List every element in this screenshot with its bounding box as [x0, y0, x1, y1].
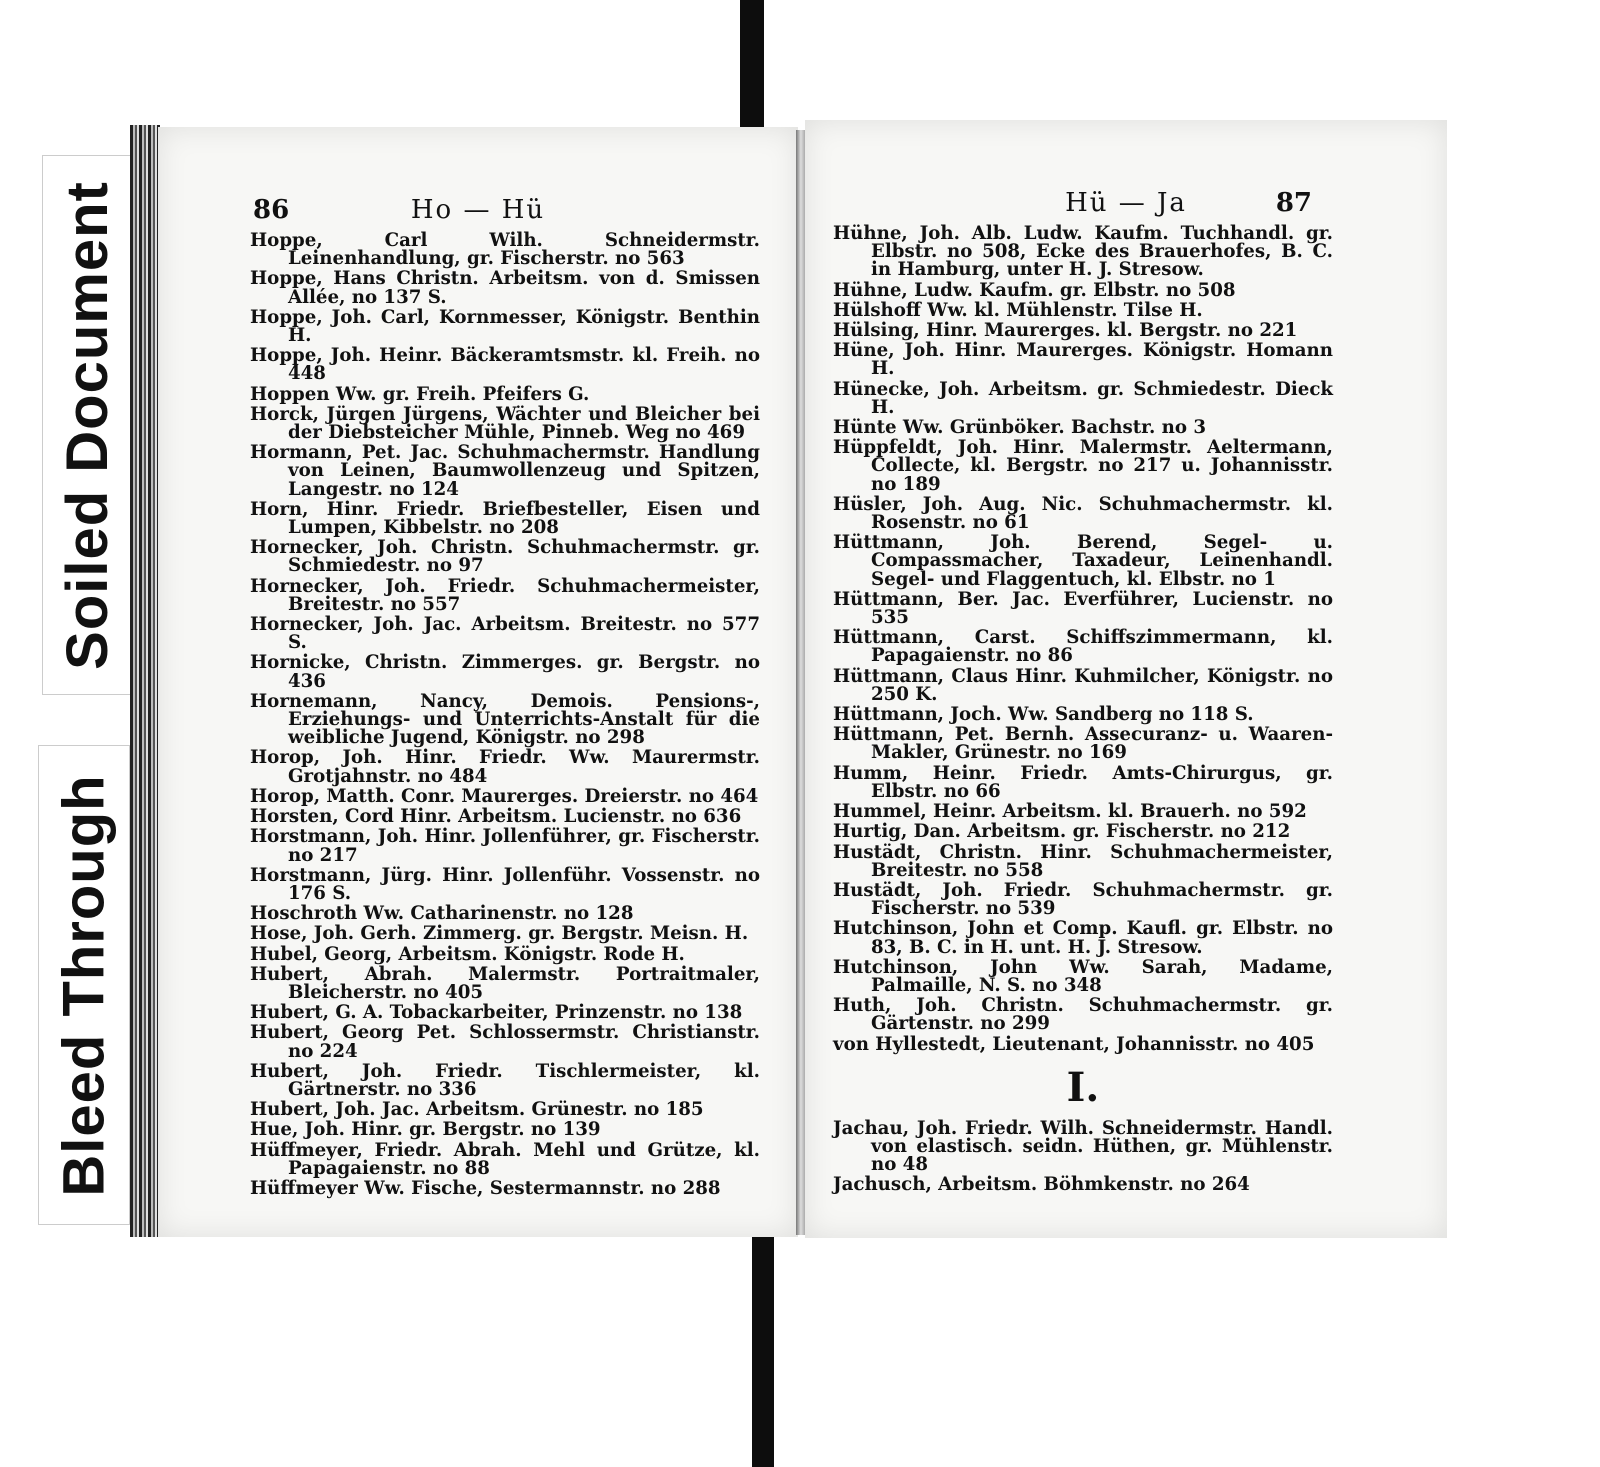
- section-letter: I.: [1066, 1063, 1100, 1111]
- left-page-running-head: Ho — Hü: [410, 195, 546, 225]
- right-page-running-head: Hü — Ja: [1065, 188, 1187, 218]
- directory-entry: Hülsing, Hinr. Maurerges. kl. Bergstr. no 221: [833, 320, 1298, 342]
- directory-entry: Hue, Joh. Hinr. gr. Bergstr. no 139: [250, 1119, 601, 1141]
- directory-entry: Hornicke, Christn. Zimmerges. gr. Bergstr. no 436: [250, 652, 760, 692]
- directory-entry: Hustädt, Christn. Hinr. Schuhmachermeister, Breitestr. no 558: [833, 841, 1333, 881]
- right-page: [805, 120, 1447, 1238]
- directory-entry: Hüttmann, Joh. Berend, Segel- u. Compassmacher, Taxadeur, Leinenhandl. Segel- und Flaggentuch, kl. Elbstr. no 1: [833, 532, 1333, 590]
- directory-entry: Horstmann, Joh. Hinr. Jollenführer, gr. Fischerstr. no 217: [250, 826, 760, 866]
- right-page-header: [805, 188, 1447, 228]
- directory-entry: Hühne, Ludw. Kaufm. gr. Elbstr. no 508: [833, 279, 1236, 301]
- directory-entry: Hoppe, Joh. Carl, Kornmesser, Königstr. Benthin H.: [250, 306, 760, 347]
- directory-entry: Horstmann, Jürg. Hinr. Jollenführ. Vossenstr. no 176 S.: [250, 864, 760, 904]
- directory-entry: Hubert, Georg Pet. Schlossermstr. Christianstr. no 224: [250, 1022, 760, 1062]
- directory-entry: Humm, Heinr. Friedr. Amts-Chirurgus, gr. Elbstr. no 66: [833, 762, 1333, 802]
- directory-entry: Hüne, Joh. Hinr. Maurerges. Königstr. Homann H.: [833, 340, 1333, 380]
- directory-entry: Horop, Matth. Conr. Maurerges. Dreierstr. no 464: [250, 785, 759, 807]
- scanner-background-bottom: [752, 1230, 774, 1467]
- directory-entry: Hoppen Ww. gr. Freih. Pfeifers G.: [250, 383, 590, 405]
- directory-entry: Horsten, Cord Hinr. Arbeitsm. Lucienstr. no 636: [250, 806, 742, 828]
- directory-entry: Hüttmann, Carst. Schiffszimmermann, kl. Papagaienstr. no 86: [833, 627, 1333, 667]
- directory-entry: Horn, Hinr. Friedr. Briefbesteller, Eisen und Lumpen, Kibbelstr. no 208: [250, 498, 760, 539]
- scanner-background-top: [740, 0, 764, 135]
- directory-entry: Hüffmeyer, Friedr. Abrah. Mehl und Grütze, kl. Papagaienstr. no 88: [250, 1139, 760, 1179]
- directory-entry: Hutchinson, John Ww. Sarah, Madame, Palmaille, N. S. no 348: [833, 956, 1333, 996]
- directory-entry: Hüttmann, Ber. Jac. Everführer, Lucienstr. no 535: [833, 588, 1333, 629]
- directory-entry: Jachau, Joh. Friedr. Wilh. Schneidermstr. Handl. von elastisch. seidn. Hüthen, gr. Mühlenstr. no 48: [833, 1117, 1333, 1176]
- directory-entry: Hühne, Joh. Alb. Ludw. Kaufm. Tuchhandl. gr. Elbstr. no 508, Ecke des Brauerhofes, B. C. in Hamburg, unter H. J. Stresow.: [833, 223, 1333, 281]
- directory-entry: Hüppfeldt, Joh. Hinr. Malermstr. Aeltermann, Collecte, kl. Bergstr. no 217 u. Johannisstr. no 189: [833, 437, 1333, 495]
- directory-entry: Hubert, Joh. Friedr. Tischlermeister, kl. Gärtnerstr. no 336: [250, 1060, 760, 1100]
- directory-entry: Hubert, Abrah. Malermstr. Portraitmaler, Bleicherstr. no 405: [250, 963, 760, 1003]
- book-page-edges: [130, 125, 160, 1237]
- directory-entry: Hormann, Pet. Jac. Schuhmachermstr. Handlung von Leinen, Baumwollenzeug und Spitzen, Langestr. no 124: [250, 442, 760, 500]
- right-page-entries: [833, 225, 1333, 1197]
- directory-entry: Hustädt, Joh. Friedr. Schuhmachermstr. gr. Fischerstr. no 539: [833, 879, 1333, 920]
- directory-entry: Hornecker, Joh. Friedr. Schuhmachermeister, Breitestr. no 557: [250, 575, 760, 615]
- right-page-main-entries: [833, 225, 1333, 1054]
- left-page: [158, 127, 798, 1237]
- bleed-through-label-text: Bleed Through: [51, 773, 117, 1197]
- directory-entry: Horop, Joh. Hinr. Friedr. Ww. Maurermstr. Grotjahnstr. no 484: [250, 747, 760, 787]
- directory-entry: Hoppe, Joh. Heinr. Bäckeramtsmstr. kl. Freih. no 448: [250, 345, 760, 385]
- directory-entry: Hoppe, Hans Christn. Arbeitsm. von d. Smissen Allée, no 137 S.: [250, 268, 760, 308]
- left-page-number: 86: [253, 195, 290, 225]
- directory-entry: Horck, Jürgen Jürgens, Wächter und Bleicher bei der Diebsteicher Mühle, Pinneb. Weg no 469: [250, 403, 760, 444]
- left-page-entries: [250, 232, 760, 1200]
- directory-entry: Hutchinson, John et Comp. Kaufl. gr. Elbstr. no 83, B. C. in H. unt. H. J. Stresow.: [833, 918, 1333, 958]
- directory-entry: Hüttmann, Pet. Bernh. Assecuranz- u. Waaren-Makler, Grünestr. no 169: [833, 724, 1333, 764]
- directory-entry: Hubel, Georg, Arbeitsm. Königstr. Rode H.: [250, 943, 685, 965]
- directory-entry: Hurtig, Dan. Arbeitsm. gr. Fischerstr. no 212: [833, 821, 1291, 843]
- directory-entry: Hüttmann, Claus Hinr. Kuhmilcher, Königstr. no 250 K.: [833, 665, 1333, 705]
- soiled-document-label-text: Soiled Document: [54, 180, 120, 670]
- directory-entry: Hummel, Heinr. Arbeitsm. kl. Brauerh. no 592: [833, 801, 1307, 823]
- directory-entry: Huth, Joh. Christn. Schuhmachermstr. gr. Gärtenstr. no 299: [833, 995, 1333, 1035]
- directory-entry: Hose, Joh. Gerh. Zimmerg. gr. Bergstr. Meisn. H.: [250, 923, 749, 945]
- directory-entry: Hülshoff Ww. kl. Mühlenstr. Tilse H.: [833, 299, 1203, 321]
- directory-entry: Hüttmann, Joch. Ww. Sandberg no 118 S.: [833, 704, 1254, 726]
- directory-entry: Hubert, Joh. Jac. Arbeitsm. Grünestr. no 185: [250, 1099, 704, 1121]
- right-page-section-entries: [833, 1117, 1333, 1196]
- left-page-header: [158, 195, 798, 235]
- directory-entry: Hoppe, Carl Wilh. Schneidermstr. Leinenhandlung, gr. Fischerstr. no 563: [250, 230, 760, 270]
- right-page-number: 87: [1275, 188, 1312, 218]
- directory-entry: Hornecker, Joh. Jac. Arbeitsm. Breitestr. no 577 S.: [250, 614, 760, 654]
- soiled-document-label: [42, 155, 132, 695]
- directory-entry: Hubert, G. A. Tobackarbeiter, Prinzenstr. no 138: [250, 1002, 743, 1024]
- directory-entry: Hünte Ww. Grünböker. Bachstr. no 3: [833, 417, 1207, 439]
- directory-entry: Hüffmeyer Ww. Fische, Sestermannstr. no 288: [250, 1177, 721, 1199]
- directory-entry: Hünecke, Joh. Arbeitsm. gr. Schmiedestr. Dieck H.: [833, 378, 1333, 418]
- directory-entry: Hornecker, Joh. Christn. Schuhmachermstr. gr. Schmiedestr. no 97: [250, 537, 760, 577]
- directory-entry: Hüsler, Joh. Aug. Nic. Schuhmachermstr. kl. Rosenstr. no 61: [833, 493, 1333, 534]
- directory-entry: von Hyllestedt, Lieutenant, Johannisstr. no 405: [833, 1033, 1315, 1055]
- directory-entry: Hoschroth Ww. Catharinenstr. no 128: [250, 903, 634, 925]
- directory-entry: Hornemann, Nancy, Demois. Pensions-, Erziehungs- und Unterrichts-Anstalt für die weibliche Jugend, Königstr. no 298: [250, 690, 760, 749]
- bleed-through-label: [38, 745, 130, 1225]
- directory-entry: Jachusch, Arbeitsm. Böhmkenstr. no 264: [833, 1174, 1250, 1196]
